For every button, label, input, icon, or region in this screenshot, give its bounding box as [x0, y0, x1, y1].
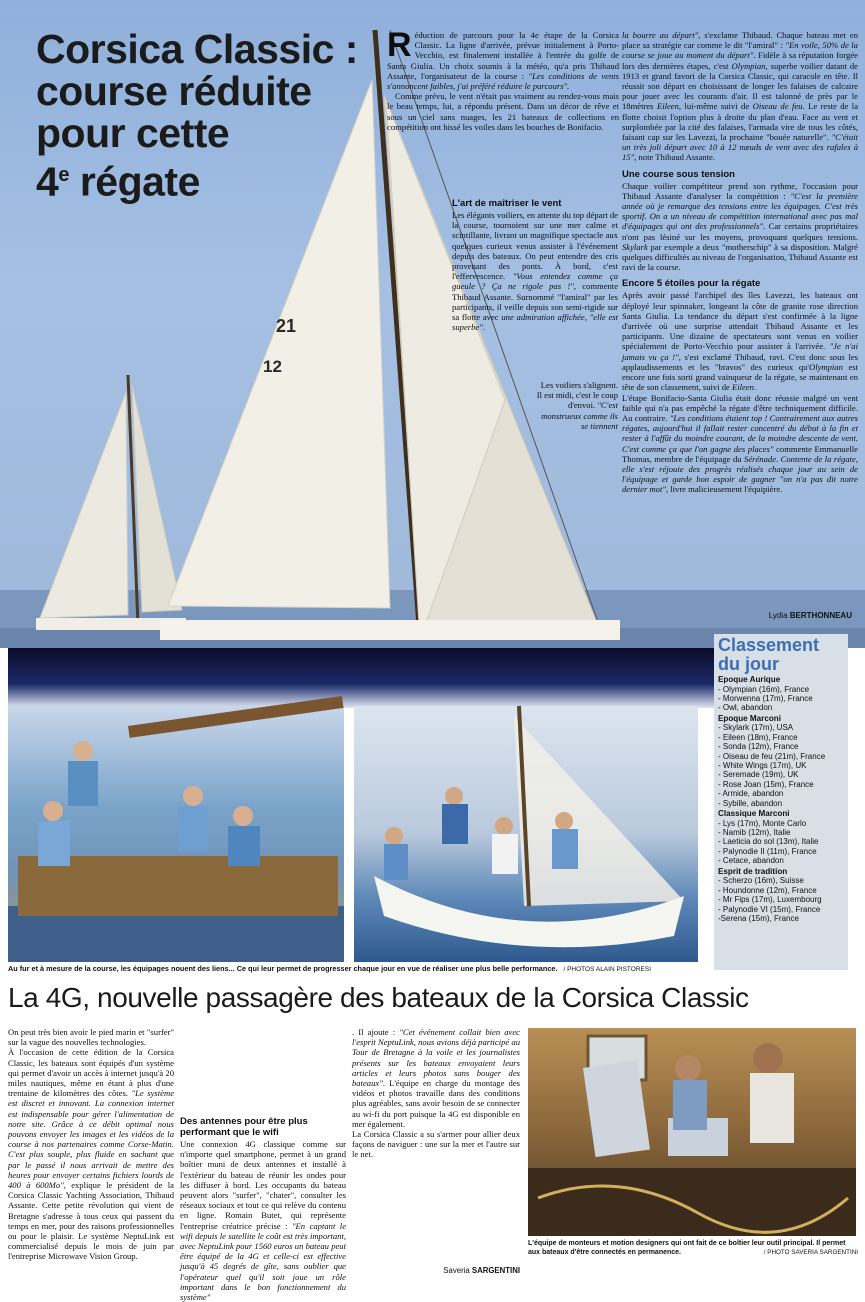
ranking-item: - Eileen (18m), France [718, 732, 798, 742]
group-title: Classique Marconi [718, 809, 790, 819]
classement-group [718, 714, 844, 808]
sail-number-1: 21 [276, 316, 297, 336]
title-line-1: Corsica Classic : [36, 26, 358, 72]
classement-title: Classement du jour [718, 635, 820, 674]
drop-cap: R [387, 26, 412, 64]
intro-paragraph: Réduction de parcours pour la 4e étape de la Corsica Classic. La ligne d'arrivée, prévue initialement à Porto-Vecchio, est finalement installée à l'entrée du golfe de Santa Giulia. Un choix soumis à la météo, qu'a pris Thibaud Assante, l'organisateur de la course : "Les conditions de vents s'annoncent faibles, j'ai préféré réduire le parcours". [387, 26, 619, 92]
panorama-photo [8, 648, 714, 708]
paragraph: Comme prévu, le vent n'était pas vraiment au rendez-vous mais le beau temps, lui, a répondu présent. Dans un décor de rêve et sous un ciel sans nuages, les 21 bateaux de collections en compétition ont hissé les voiles dans les bouches de Bonifacio. [387, 91, 619, 132]
subheading: Des antennes pour être plus performant que le wifi [180, 1116, 308, 1138]
byline: Lydia BERTHONNEAU [768, 611, 852, 620]
article-column-1c [536, 380, 618, 431]
article-2-column-3 [352, 1027, 520, 1160]
crew-photo-1 [8, 706, 344, 962]
article-column-2 [622, 30, 858, 495]
article-2-column-2b [180, 1110, 346, 1302]
ranking-item: - Lys (17m), Monte Carlo [718, 818, 807, 828]
classement-group [718, 867, 844, 924]
article-column-1b [452, 192, 618, 332]
subheading-3: Encore 5 étoiles pour la régate [622, 278, 761, 290]
paragraph: Une connexion 4G classique comme sur n'importe quel smartphone, permet à un grand boîtier muni de deux antennes et installé à l'extérieur du bateau de réunir les ondes pour les diffuser à bord. Les occupants du bateau peuvent alors "surfer", "chater", consulter les réseaux sociaux et tout ce qui relève du contenu en ligne. Romain Butet, qui représente l'entreprise créatrice précise : "En captant le wifi depuis le satellite le coût est très important, avec NeptuLink pour 1560 euros un bateau peut être équipé de la 4G et celle-ci est effective jusqu'à 45 degrés de gîte, sans oublier que l'opérateur quel qu'il soit joue un rôle important dans le bon fonctionnement du système" [180, 1139, 347, 1302]
title-line-4: 4e régate [36, 158, 200, 205]
paragraph: Chaque voilier compétiteur prend son rythme, l'occasion pour Thibaud Assante d'analyser la compétition : "C'est la première année où je remarque des tensions entre les équipages. C'est très sportif. On a un niveau de compétition international avec pas mal d'équipages qui ont des professionnels". Car certains propriétaires n'ont pas lésiné sur les moyens, provoquant quelques tensions. Skylark par exemple a deux "motherschip" à sa disposition. Malgré quelques difficultés au niveau de l'organisation, Thibaud Assante est ravi de la course. [622, 180, 859, 273]
ranking-item: - Rose Joan (15m), France [718, 779, 814, 789]
editing-team-photo [528, 1028, 856, 1236]
photo-caption: L'équipe de monteurs et motion designers qui ont fait de ce boîtier leur outil principal. Il permet aux bateaux d'être connectés en permanence. / PHOTO SAVERIA SARGENTINI [528, 1240, 858, 1256]
ranking-item: - Oiseau de feu (21m), France [718, 751, 826, 761]
classement-group [718, 675, 844, 713]
byline: Saveria SARGENTINI [443, 1266, 520, 1275]
ranking-item: - Sybille, abandon [718, 798, 783, 808]
photo-caption: Au fur et à mesure de la course, les équipages nouent des liens... Ce qui leur permet de progresser chaque jour en vue de réaliser une plus belle performance. / PHOTOS ALAIN PISTORESI [8, 964, 652, 973]
group-title: Esprit de tradition [718, 866, 788, 876]
paragraph: Les élégants voiliers, en attente du top départ de la course, tournoient sur une mer calme et scintillante, livrant un magnifique spectacle aux quelques curieux venus assister à l'événement depuis des bateaux. On peut entendre des cris provenant des ponts. À bord, c'est l'effervescence. "Vous entendez comme ça gueule ? Ça ne rigole pas !", commente Thibaud Assante. Surnommé "l'amiral" par les participants, il veille depuis son semi-rigide sur sa flotte avec une admiration affichée, "elle est superbe". [452, 210, 619, 333]
paragraph: On peut très bien avoir le pied marin et "surfer" sur la vague des nouvelles technologies. [8, 1027, 174, 1048]
ranking-item: - Scherzo (16m), Suisse [718, 876, 804, 886]
ranking-item: - Namib (12m), Italie [718, 828, 791, 838]
paragraph: Les voiliers s'alignent. Il est midi, c'est le coup d'envoi. "C'est monstrueux comme ils se tiennent [536, 380, 618, 431]
ranking-item: - Armide, abandon [718, 789, 784, 799]
article-2-title: La 4G, nouvelle passagère des bateaux de la Corsica Classic [8, 982, 749, 1013]
photo-credit: / PHOTO SAVERIA SARGENTINI [763, 1248, 858, 1256]
paragraph: la bourre au départ", s'exclame Thibaud. Chaque bateau met en place sa stratégie car comme le dit "l'amiral" : "En voile, 50% de la course se joue au moment du départ". Fidèle à sa réputation forgée lors des dernières étapes, c'est Olympian, superbe voilier datant de 1913 et grand favori de la Corsica Classic, qui caracole en tête. Il réussit son départ en choisissant de longer les falaises de calcaire pour jouer avec les courants d'air. Il est talonné de près par le 18mètres Eileen, lui-même suivi de Oiseau de feu. Le reste de la flotte choisit l'option plus à droite du plan d'eau. Face au vent et surplombée par la cité des falaises, l'armada vire de tous les côtés, faisant cap sur les Lavezzi, la prochaine "bouée naturelle". "C'était un très joli départ avec 10 à 12 nœuds de vent avec des rafales à 15", note Thibaud Assante. [622, 30, 859, 163]
classement-group [718, 809, 844, 866]
ranking-item: - Skylark (17m), USA [718, 723, 794, 733]
ranking-item: - Morwenna (17m), France [718, 694, 813, 703]
paragraph: L'étape Bonifacio-Santa Giulia était donc réussie malgré un vent faible qui n'a pas empêché la régate d'être techniquement difficile. Au contraire. "Les conditions étaient top ! Contrairement aux autres régates, aujourd'hui il fallait rester concentré du début à la fin et rester à l'affût du moindre courant, de la moindre descente de vent. C'est comme ça que l'on gagne des places" commente Emmanuelle Thomas, membre de l'équipage du Sérénade. Contente de la régate, elle s'est réjouie des progrès réalisés chaque jour au sein de l'équipage et garde bon espoir de gagner "on n'a pas dit notre dernier mot", livre malicieusement l'équipière. [622, 392, 859, 495]
photo-credit: / PHOTOS ALAIN PISTORESI [563, 966, 652, 973]
group-title: Epoque Aurique [718, 675, 781, 684]
subheading-2: Une course sous tension [622, 168, 735, 180]
article-column-1 [387, 26, 619, 132]
ranking-item: - Laeticia do sol (13m), Italie [718, 837, 819, 847]
ranking-item: -Serena (15m), France [718, 913, 799, 923]
paragraph: La Corsica Classic a su s'armer pour allier deux façons de naviguer : une sur la mer et l'autre sur le net. [352, 1129, 520, 1160]
title-line-2: course réduite [36, 68, 312, 114]
subheading-1: L'art de maîtriser le vent [452, 198, 562, 209]
ranking-item: - Seremade (19m), UK [718, 770, 799, 780]
ranking-item: - Palynodie II (11m), France [718, 846, 817, 856]
ranking-item: - Mr Fips (17m), Luxembourg [718, 895, 822, 905]
title-line-3: pour cette [36, 110, 230, 156]
ranking-item: - Houndonne (12m), France [718, 885, 817, 895]
article-2-column-1 [8, 1027, 174, 1262]
paragraph: À l'occasion de cette édition de la Corsica Classic, les bateaux sont équipés d'un système qui permet d'avoir un accès à internet jusqu'à 20 miles nautiques, même en étant à plus d'une trentaine de kilomètres des côtes. "Le système est discret et innovant. La connexion internet est indispensable pour gérer l'alimentation de notre site. Grâce à ce débit optimal nous pouvons envoyer les images et les vidéos de la course à nos partenaires comme Corse-Matin. C'est plus souple, plus fluide en sachant que par le passé il nous arrivait de mettre des heures pour envoyer certains fichiers lourds de 400 à 600Mo", explique le président de la Corsica Classic Yachting Association, Thibaud Assante. Cette petite révolution qui vient de Bretagne s'adresse à tous ceux qui passent du temps en mer, pour des raisons professionnelles ou pour le plaisir. Le système NeptuLink est commercialisé depuis le mois de juin par l'entreprise Microwave Vision Group. [8, 1047, 175, 1262]
ranking-item: - Cetace, abandon [718, 856, 784, 866]
ranking-item: - Sonda (12m), France [718, 742, 799, 752]
ranking-item: - White Wings (17m), UK [718, 761, 807, 771]
paragraph: . Il ajoute : "Cet événement collait bien avec l'esprit NeptuLink, nous avions déjà participé au Tour de Bretagne à la voile et les journalistes présents sur les bateaux envoyaient leurs articles et leurs photos sans bouger des bateaux". L'équipe en charge du montage des vidéos et photos travaille dans des conditions plus agréables, sans avoir besoin de se connecter au wi-fi du port puisque la 4G est disponible en mer également. [352, 1027, 520, 1129]
group-title: Epoque Marconi [718, 713, 781, 723]
article-title [36, 28, 366, 203]
ranking-item: - Owl, abandon [718, 703, 773, 713]
ranking-item: - Palynodie VI (15m), France [718, 904, 821, 914]
paragraph: Après avoir passé l'archipel des îles Lavezzi, les bateaux ont déployé leur spinnaker, longeant la côte de granite rose direction Santa Giulia. La tendance du départ s'est confirmée à la ligne d'arrivée où une surprise attendait Thibaud Assante et les participants. Une dizaine de spectateurs sont venus en voilier spécialement de Porto-Vecchio pour assister à l'arrivée. "Je n'ai jamais vu ça !", s'est exclamé Thibaud, ravi. C'est donc sous les applaudissements et les "bravos" des curieux qu'Olympian est encore une fois sorti grand vainqueur de la régate, se maintenant en tête de son classement, suivi de Eileen. [622, 290, 858, 393]
classement-box [714, 634, 848, 970]
crew-photo-2 [354, 706, 698, 962]
ranking-item: - Olympian (16m), France [718, 684, 810, 694]
sail-number-2: 12 [263, 357, 282, 376]
